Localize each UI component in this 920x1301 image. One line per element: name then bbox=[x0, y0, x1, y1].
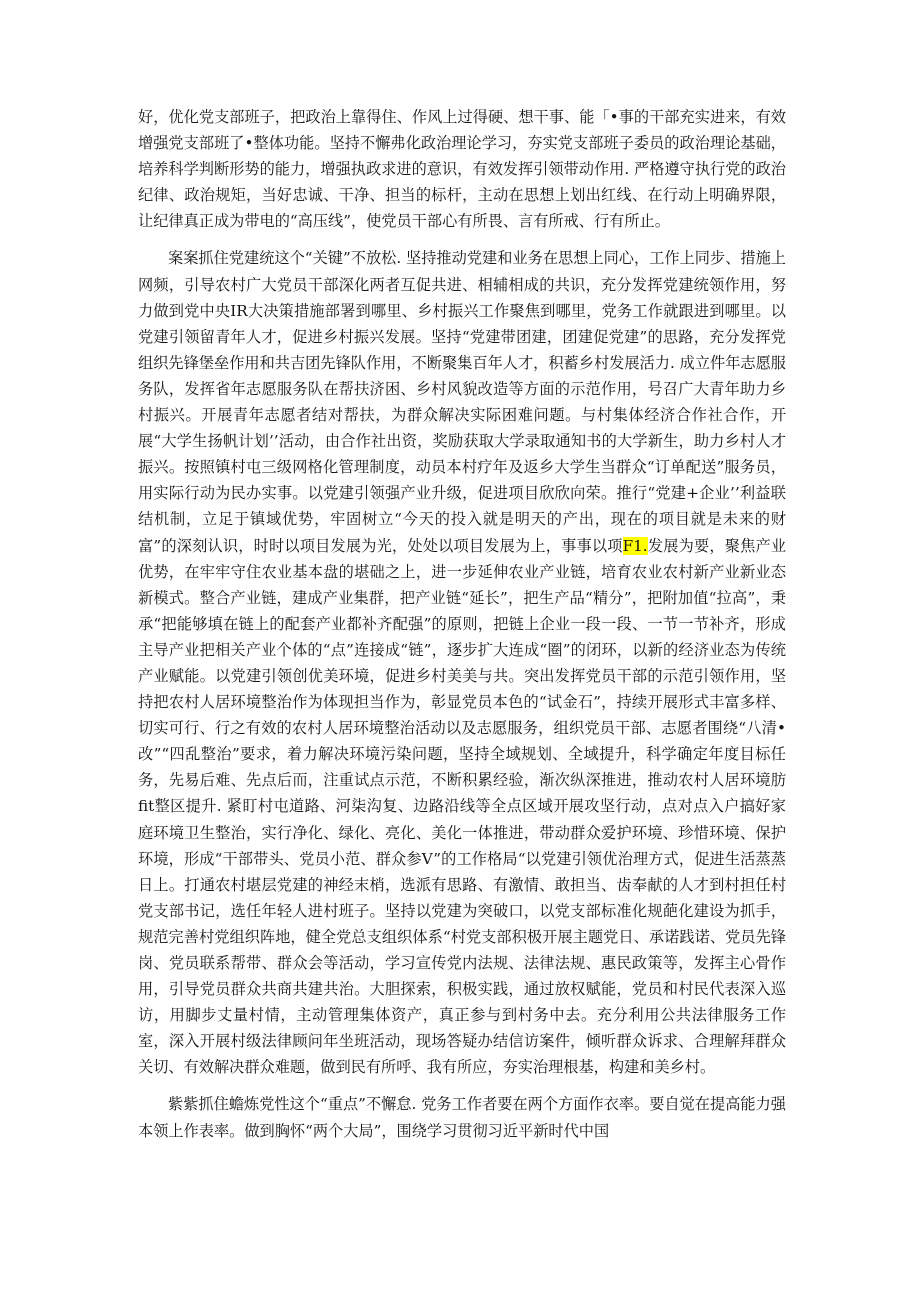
paragraph-1: 好，优化党支部班子，把政治上靠得住、作风上过得硬、想干事、能「•事的干部充实进来，有效增强党支部班了•整体功能。坚持不懈弗化政治理论学习，夯实党支部班子委员的政治理论基础，培养科学判断形势的能力，增强执政求进的意识，有效发挥引领带动作用. 严格遵守执行党的政治纪律、政治规矩，当好忠诚、干净、担当的标杆，主动在思想上划出红线、在行动上明确界限，让纪律真正成为带电的“高压线”，使党员干部心有所畏、言有所戒、行有所止。 bbox=[138, 108, 786, 231]
paragraph-2 bbox=[138, 245, 786, 1080]
paragraph-3: 紫紫抓住蟾炼党性这个“重点”不懈怠. 党务工作者要在两个方面作衣率。要自觉在提高能力强本领上作表率。做到胸怀“两个大局”，围绕学习贯彻习近平新时代中国 bbox=[138, 1095, 786, 1140]
highlighted-text: F1. bbox=[622, 536, 648, 555]
paragraph-2-text-b: 发展为要，聚焦产业优势，在牢牢守住农业基本盘的堪础之上，进一步延伸农业产业链，培育农业农村新产业新业态新模式。整合产业链，建成产业集群，把产业链“延长”，把生产品“精分”，把附加值“拉高”，秉承“把能够填在链上的配套产业都补齐配强”的原则，把链上企业一段一段、一节一节补齐，形成主导产业把相关产业个体的“点”连接成“链”，逐步扩大连成“圈”的闭环，以新的经济业态为传统产业赋能。以党建引领创优美环境，促进乡村美美与共。突出发挥党员干部的示范引领作用，坚持把农村人居环境整治作为体现担当作为，彰显党员本色的“试金石”，持续开展形式丰富多样、切实可行、行之有效的农村人居环境整治活动以及志愿服务，组织党员干部、志愿者围绕“八清•改”“四乱整治”要求，着力解决环境污染问题，坚持全域规划、全域提升，科学确定年度目标任务，先易后难、先点后而，注重试点示范，不断积累经验，渐次纵深推进，推动农村人居环境肪fit整区提升. 紧盯村屯道路、河柒沟复、边路沿线等全点区域开展攻坚行动，点对点入户搞好家庭环境卫生整治，实行净化、绿化、亮化、美化一体推进，带动群众爱护环境、珍惜环境、保护环境，形成“干部带头、党员小范、群众参V”的工作格局“以党建引领优治理方式，促进生活蒸蒸日上。打通农村堪层党建的神经末梢，选派有思路、有激情、敢担当、齿奉献的人才到村担任村党支部书记，选任年轻人进村班子。坚持以党建为突破口，以党支部标准化规葩化建设为抓手，规范完善村党组织阵地，健全党总支组织体系“村党支部积极开展主题党日、承诺践诺、党员先锋岗、党员联系帮带、群众会等活动，学习宣传党内法规、法律法规、惠民政策等，发挥主心骨作用，引导党员群众共商共建共治。大胆探索，积极实践，通过放权赋能，党员和村民代表深入巡访，用脚步丈量村情，主动管理集体资产，真正参与到村务中去。充分利用公共法律服务工作室，深入开展村级法律顾问年坐班活动，现场答疑办结信访案件，倾听群众诉求、合理解拜群众关切、有效解决群众难题，做到民有所呼、我有所应，夯实治理根基，构建和美乡村。 bbox=[138, 536, 787, 1077]
document-page bbox=[138, 104, 786, 1144]
paragraph-2-text-a: 案案抓住党建统这个“关键”不放松. 坚持推动党建和业务在思想上同心，工作上同步、措施上网频，引导农村广大党员干部深化两者互促共进、相辅相成的共识，充分发挥党建统领作用，努力做到党中央IR大决策措施部署到哪里、乡村振兴工作聚焦到哪里，党务工作就跟进到哪里。以党建引领留青年人才，促进乡村振兴发展。坚持“党建带团建，团建促党建”的思路，充分发挥党组织先锋堡垒作用和共吉团先锋队作用，不断聚集百年人才，积蓄乡村发展活力. 成立件年志愿服务队，发挥省年志愿服务队在帮扶济困、乡村风貌改造等方面的示范作用，号召广大青年助力乡村振兴。开展青年志愿者结对帮扶，为群众解决实际困难问题。与村集体经济合作社合作，开展“大学生扬帆计划’’活动，由合作社出资，奖励获取大学录取通知书的大学新生，助力乡村人才振兴。按照镇村屯三级网格化管理制度，动员本村疗年及返乡大学生当群众“订单配送”服务员，用实际行动为民办实事。以党建引领强产业升级，促进项目欣欣向荣。推行“党建+企业’’利益联结机制，立足于镇域优势，牢固树立“今天的投入就是明天的产出，现在的项目就是未来的财富”的深刻认识，时时以项目发展为光，处处以项目发展为上，事事以项 bbox=[138, 249, 786, 555]
